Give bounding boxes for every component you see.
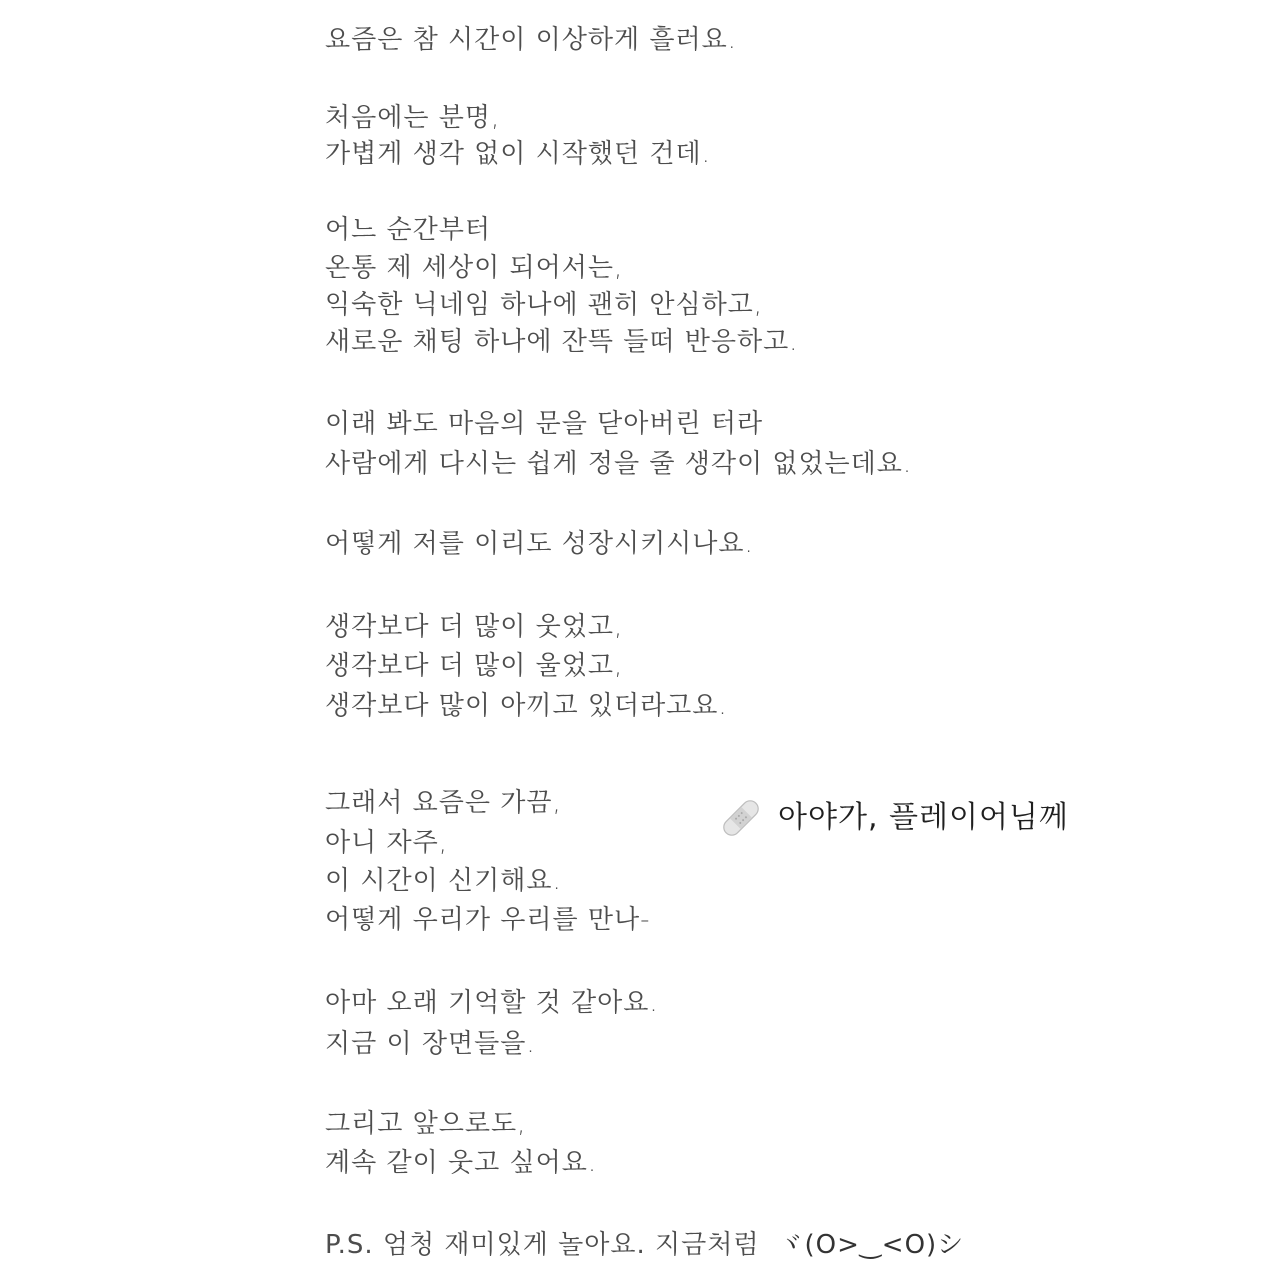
signature	[718, 795, 1069, 841]
letter-line: 온통 제 세상이 되어서는,	[325, 253, 624, 283]
letter-line: 생각보다 많이 아끼고 있더라고요.	[325, 691, 728, 721]
letter-line: 아마 오래 기억할 것 같아요.	[325, 988, 659, 1018]
letter-line: 아니 자주,	[325, 828, 448, 858]
letter-line: 그래서 요즘은 가끔,	[325, 788, 562, 818]
letter-line: 익숙한 닉네임 하나에 괜히 안심하고,	[325, 290, 764, 320]
letter-line: 이래 봐도 마음의 문을 닫아버린 터라	[325, 409, 764, 439]
postscript	[325, 1227, 964, 1263]
letter-line: 새로운 채팅 하나에 잔뜩 들떠 반응하고.	[325, 327, 799, 357]
letter-line: 어떻게 저를 이리도 성장시키시나요.	[325, 529, 754, 559]
letter-line: 어떻게 우리가 우리를 만나-	[325, 905, 651, 935]
letter-line: 어느 순간부터	[325, 215, 491, 245]
letter-line: 처음에는 분명,	[325, 103, 501, 133]
signature-text: 아야가, 플레이어님께	[778, 800, 1069, 835]
letter-line: 생각보다 더 많이 울었고,	[325, 651, 624, 681]
letter-line: 생각보다 더 많이 웃었고,	[325, 612, 624, 642]
letter-line: 그리고 앞으로도,	[325, 1109, 527, 1139]
letter-line: 지금 이 장면들을.	[325, 1029, 536, 1059]
letter-line: 이 시간이 신기해요.	[325, 866, 562, 896]
postscript-text: P.S. 엄청 재미있게 놀아요. 지금처럼	[325, 1230, 760, 1260]
bandage-icon	[718, 795, 764, 841]
letter-line: 요즘은 참 시간이 이상하게 흘러요.	[325, 25, 737, 55]
letter-line: 계속 같이 웃고 싶어요.	[325, 1148, 598, 1178]
emoticon: ヾ(O>‿<O)シ	[777, 1230, 965, 1260]
letter-line: 사람에게 다시는 쉽게 정을 줄 생각이 없었는데요.	[325, 449, 913, 479]
letter-line: 가볍게 생각 없이 시작했던 건데.	[325, 139, 711, 169]
